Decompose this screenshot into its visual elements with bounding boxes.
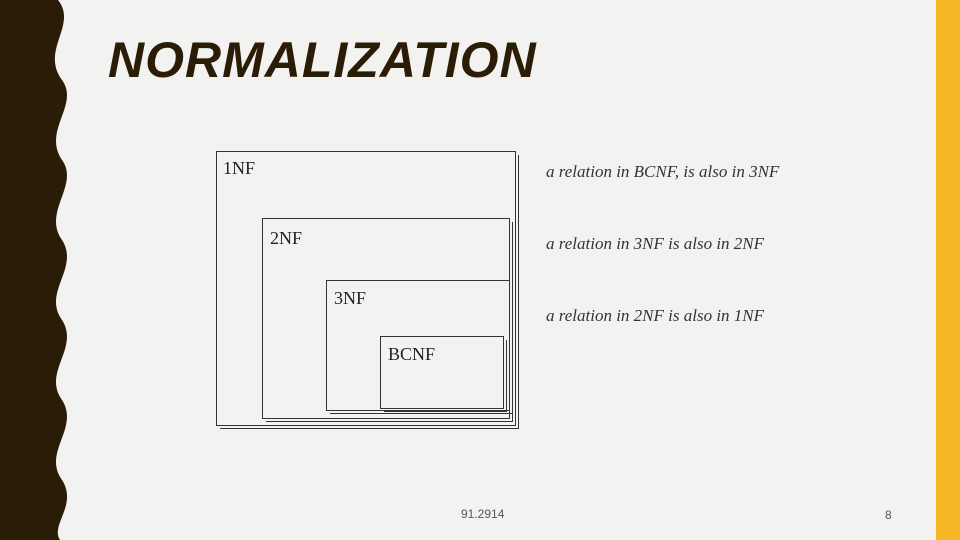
label-2nf: 2NF — [270, 228, 303, 248]
page-number: 8 — [885, 508, 892, 522]
label-bcnf: BCNF — [388, 344, 436, 364]
left-wavy-band — [0, 0, 90, 540]
slide-title: NORMALIZATION — [108, 32, 537, 88]
label-1nf: 1NF — [223, 158, 256, 178]
label-3nf: 3NF — [334, 288, 367, 308]
note-bcnf-in-3nf: a relation in BCNF, is also in 3NF — [546, 162, 780, 181]
accent-band — [936, 0, 960, 540]
footer-date: 91.2914 — [461, 507, 505, 521]
note-3nf-in-2nf: a relation in 3NF is also in 2NF — [546, 234, 765, 253]
note-2nf-in-1nf: a relation in 2NF is also in 1NF — [546, 306, 765, 325]
